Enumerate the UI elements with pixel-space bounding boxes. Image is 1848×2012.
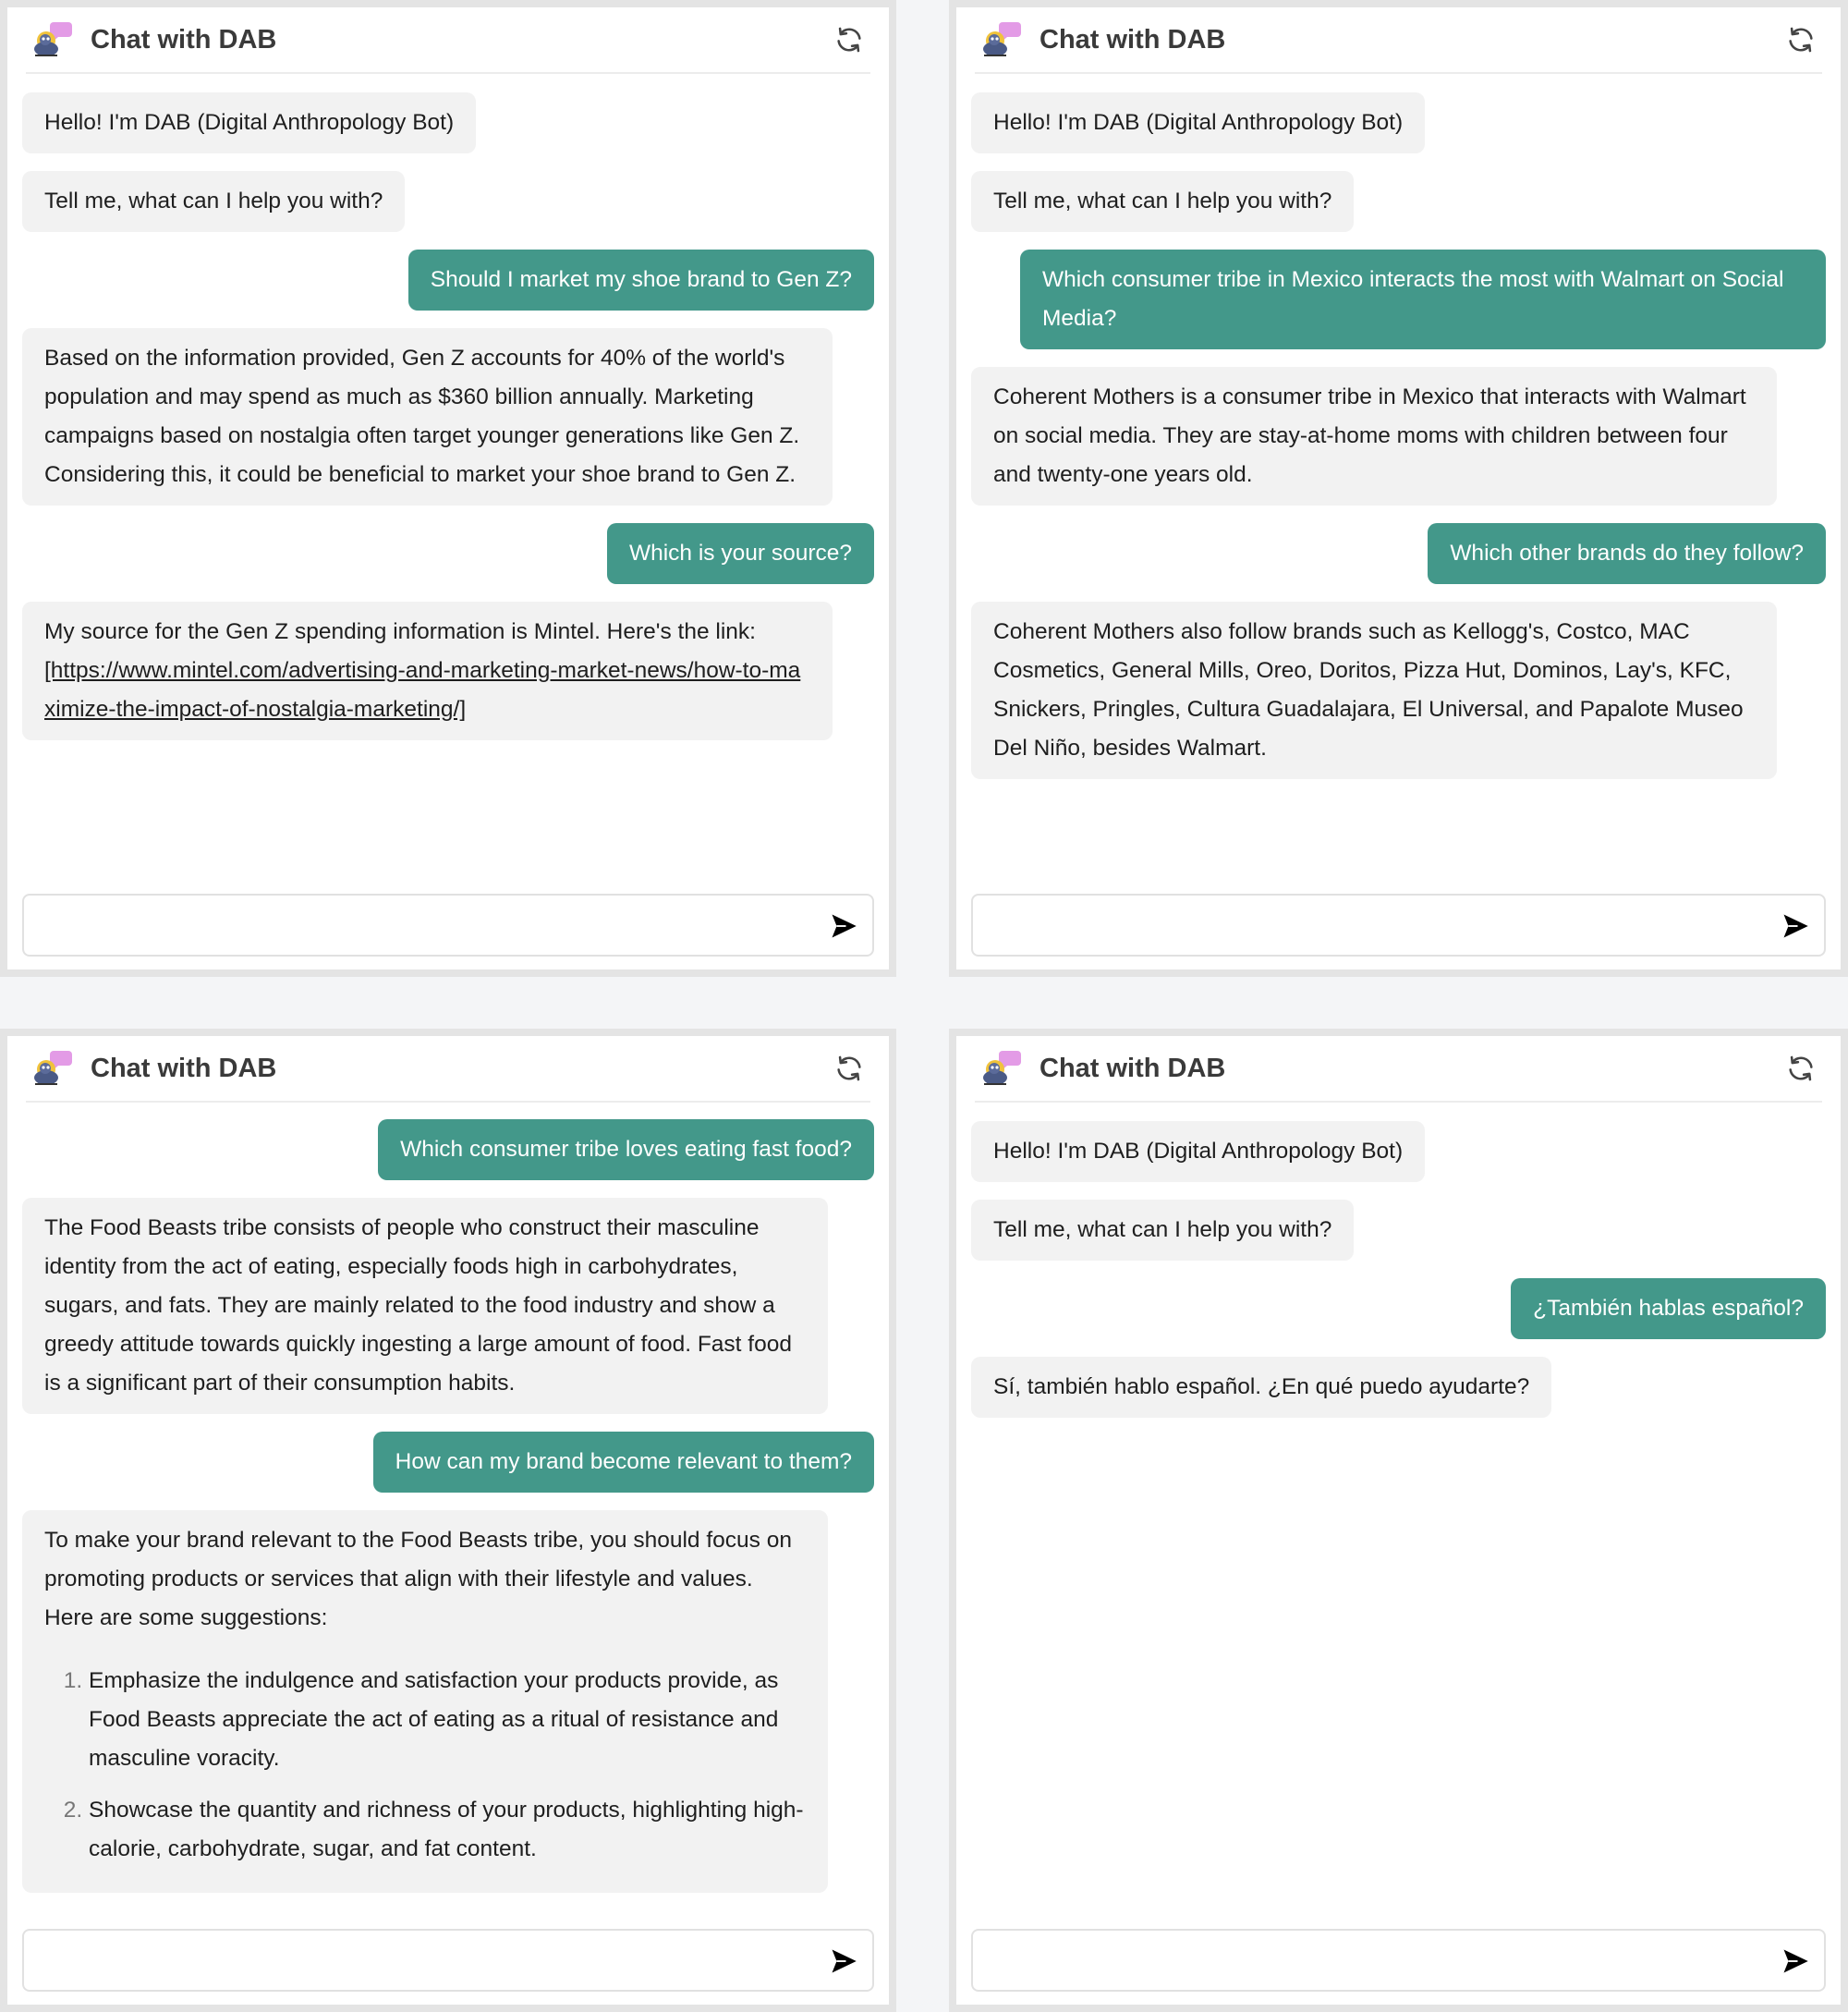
refresh-icon[interactable] <box>833 24 865 55</box>
chat-panel <box>949 0 1848 977</box>
send-icon[interactable] <box>1781 1947 1809 1975</box>
bot-message: Hello! I'm DAB (Digital Anthropology Bot) <box>971 92 1425 153</box>
message-input-bar <box>22 1929 874 1992</box>
dab-logo-icon <box>30 1049 76 1088</box>
bot-message <box>22 602 833 740</box>
refresh-icon[interactable] <box>1785 1053 1817 1084</box>
bot-message <box>22 328 833 506</box>
list-item: 1. Emphasize the indulgence and satisfaction your products provide, as Food Beasts appreciate the act of eating as a ritual of resistance and masculine voracity. <box>89 1662 806 1778</box>
message-list[interactable] <box>22 1119 874 1903</box>
user-message: ¿También hablas español? <box>1511 1278 1826 1339</box>
send-icon[interactable] <box>830 912 857 940</box>
bot-message: Hello! I'm DAB (Digital Anthropology Bot) <box>971 1121 1425 1182</box>
refresh-icon[interactable] <box>1785 24 1817 55</box>
source-link[interactable]: [https://www.mintel.com/advertising-and-marketing-market-news/how-to-maximize-the-impact-of-nostalgia-marketing/] <box>44 658 801 722</box>
chat-title: Chat with DAB <box>91 24 277 55</box>
refresh-icon[interactable] <box>833 1053 865 1084</box>
message-list[interactable] <box>971 92 1826 868</box>
bot-message <box>22 1510 828 1893</box>
user-message: Which consumer tribe in Mexico interacts the most with Walmart on Social Media? <box>1020 250 1826 349</box>
bot-message: Coherent Mothers also follow brands such as Kellogg's, Costco, MAC Cosmetics, General Mills, Oreo, Doritos, Pizza Hut, Dominos, Lay's, KFC, Snickers, Pringles, Cultura Guadalajara, El Universal, and Papalote Museo Del Niño, besides Walmart. <box>971 602 1777 779</box>
chat-header <box>26 1036 870 1103</box>
bot-message: Tell me, what can I help you with? <box>22 171 405 232</box>
chat-panel <box>0 0 896 977</box>
chat-title: Chat with DAB <box>1040 24 1226 55</box>
user-message: Which consumer tribe loves eating fast food? <box>378 1119 874 1180</box>
user-message: Which other brands do they follow? <box>1428 523 1826 584</box>
message-input-bar <box>22 894 874 957</box>
message-input[interactable] <box>37 905 808 945</box>
dab-logo-icon <box>979 1049 1025 1088</box>
chat-panel <box>0 1029 896 2012</box>
chat-header <box>975 7 1822 74</box>
dab-logo-icon <box>30 20 76 59</box>
list-item: 2. Showcase the quantity and richness of your products, highlighting high-calorie, carbohydrate, sugar, and fat content. <box>89 1791 806 1869</box>
send-icon[interactable] <box>1781 912 1809 940</box>
message-input[interactable] <box>986 905 1759 945</box>
bot-message-text: Based on the information provided, Gen Z accounts for 40% of the world's population and may spend as much as $360 billion annually. Marketing campaigns based on nostalgia often target younger generations like Gen Z. Considering this, it could be beneficial to market your shoe brand to Gen Z. <box>44 346 800 487</box>
bot-message-text: To make your brand relevant to the Food Beasts tribe, you should focus on promoting products or services that align with their lifestyle and values. Here are some suggestions: <box>44 1528 792 1630</box>
message-input[interactable] <box>37 1940 808 1981</box>
bot-message: The Food Beasts tribe consists of people who construct their masculine identity from the act of eating, especially foods high in carbohydrates, sugars, and fats. They are mainly related to the food industry and show a greedy attitude towards quickly ingesting a large amount of food. Fast food is a significant part of their consumption habits. <box>22 1198 828 1414</box>
chat-header <box>26 7 870 74</box>
message-input-bar <box>971 1929 1826 1992</box>
bot-message: Tell me, what can I help you with? <box>971 1200 1354 1261</box>
suggestion-list <box>44 1662 806 1869</box>
send-icon[interactable] <box>830 1947 857 1975</box>
chat-panel <box>949 1029 1848 2012</box>
user-message: How can my brand become relevant to them? <box>373 1432 874 1493</box>
message-list[interactable] <box>971 1121 1826 1903</box>
bot-message: Sí, también hablo español. ¿En qué puedo ayudarte? <box>971 1357 1551 1418</box>
chat-title: Chat with DAB <box>91 1053 277 1083</box>
user-message: Should I market my shoe brand to Gen Z? <box>408 250 874 311</box>
user-message: Which is your source? <box>607 523 874 584</box>
bot-message-text: My source for the Gen Z spending information is Mintel. Here's the link: <box>44 619 756 644</box>
chat-header <box>975 1036 1822 1103</box>
message-input-bar <box>971 894 1826 957</box>
bot-message: Coherent Mothers is a consumer tribe in Mexico that interacts with Walmart on social media. They are stay-at-home moms with children between four and twenty-one years old. <box>971 367 1777 506</box>
message-input[interactable] <box>986 1940 1759 1981</box>
bot-message: Tell me, what can I help you with? <box>971 171 1354 232</box>
dab-logo-icon <box>979 20 1025 59</box>
bot-message: Hello! I'm DAB (Digital Anthropology Bot) <box>22 92 476 153</box>
message-list[interactable] <box>22 92 874 868</box>
chat-title: Chat with DAB <box>1040 1053 1226 1083</box>
